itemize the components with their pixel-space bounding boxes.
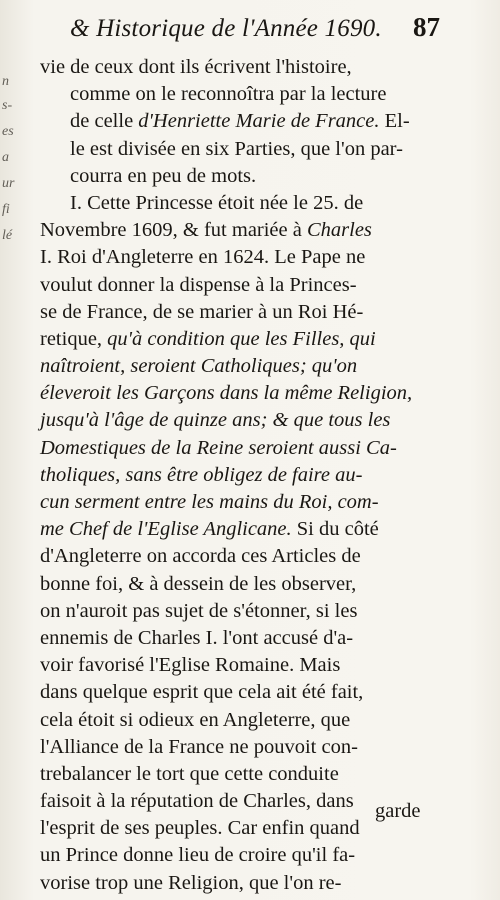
italic-text-segment: Domestiques de la Reine seroient aussi Ca- xyxy=(40,436,397,459)
margin-fragment: n xyxy=(2,74,9,89)
text-segment: un Prince donne lieu de croire qu'il fa- xyxy=(40,844,356,867)
text-segment: le est divisée en six Parties, que l'on par- xyxy=(70,137,403,160)
text-line xyxy=(40,190,445,217)
text-segment: vie de ceux dont ils écrivent l'histoire, xyxy=(40,56,352,78)
text-line xyxy=(40,761,445,788)
text-line xyxy=(40,571,445,598)
text-line xyxy=(40,543,445,570)
text-line xyxy=(40,353,445,380)
text-segment: courra en peu de mots. xyxy=(70,164,257,187)
text-line xyxy=(40,217,445,244)
text-segment: on n'auroit pas sujet de s'étonner, si les xyxy=(40,599,358,622)
margin-fragment: a xyxy=(2,150,9,165)
text-segment: de celle xyxy=(70,110,139,133)
text-line xyxy=(40,299,445,326)
text-segment: ennemis de Charles I. l'ont accusé d'a- xyxy=(40,626,354,649)
italic-text-segment: qu'à condition que les Filles, qui xyxy=(107,327,376,350)
text-line xyxy=(40,489,445,516)
text-line xyxy=(40,707,445,734)
text-segment: l'Alliance de la France ne pouvoit con- xyxy=(40,735,358,758)
text-line xyxy=(40,870,445,897)
text-segment: se de France, de se marier à un Roi Hé- xyxy=(40,300,364,323)
text-line xyxy=(40,163,445,190)
text-segment: voir favorisé l'Eglise Romaine. Mais xyxy=(40,654,341,677)
text-line xyxy=(40,380,445,407)
text-line xyxy=(40,136,445,163)
text-line xyxy=(40,54,445,81)
body-text xyxy=(40,54,445,897)
text-segment: l'esprit de ses peuples. Car enfin quand xyxy=(40,817,360,840)
text-line xyxy=(40,272,445,299)
text-segment: retique, xyxy=(40,327,108,350)
text-line xyxy=(40,679,445,706)
italic-text-segment: naîtroient, seroient Catholiques; qu'on xyxy=(40,355,358,378)
text-line xyxy=(40,734,445,761)
text-segment: bonne foi, & à dessein de les observer, xyxy=(40,572,357,595)
text-line xyxy=(40,598,445,625)
text-segment: I. Roi d'Angleterre en 1624. Le Pape ne xyxy=(40,246,366,269)
text-line xyxy=(40,842,445,869)
text-segment: Novembre 1609, & fut mariée à xyxy=(40,219,307,242)
text-segment: El- xyxy=(379,110,410,133)
italic-text-segment: cun serment entre les mains du Roi, com- xyxy=(40,491,379,513)
text-segment: I. Cette Princesse étoit née le 25. de xyxy=(70,191,364,214)
text-segment: Si du côté xyxy=(291,518,379,541)
margin-fragment: s- xyxy=(2,98,13,113)
text-segment: d'Angleterre on accorda ces Articles de xyxy=(40,545,361,568)
margin-fragment: ur xyxy=(2,176,15,191)
italic-text-segment: me Chef de l'Eglise Anglicane. xyxy=(40,518,292,541)
running-head: & Historique de l'Année 1690. xyxy=(70,15,382,42)
text-line xyxy=(40,652,445,679)
page-number: 87 xyxy=(413,12,440,42)
text-line xyxy=(40,462,445,489)
page-header xyxy=(70,12,440,52)
text-line xyxy=(40,435,445,462)
text-line xyxy=(40,516,445,543)
text-segment: dans quelque esprit que cela ait été fait, xyxy=(40,681,364,704)
text-segment: cela étoit si odieux en Angleterre, que xyxy=(40,708,351,731)
margin-fragment: lé xyxy=(2,228,13,243)
margin-fragment: fi xyxy=(2,202,10,217)
italic-text-segment: tholiques, sans être obligez de faire au- xyxy=(40,463,363,486)
italic-text-segment: Charles xyxy=(306,219,372,242)
text-segment: trebalancer le tort que cette conduite xyxy=(40,762,339,785)
text-line xyxy=(40,326,445,353)
margin-fragment: es xyxy=(2,124,14,139)
text-line xyxy=(40,244,445,271)
left-margin-bleed xyxy=(0,70,28,590)
text-line xyxy=(40,108,445,135)
italic-text-segment: jusqu'à l'âge de quinze ans; & que tous les xyxy=(40,409,391,432)
text-segment: faisoit à la réputation de Charles, dans xyxy=(40,790,354,813)
text-segment: comme on le reconnoîtra par la lecture xyxy=(70,83,387,106)
text-segment: voulut donner la dispense à la Princes- xyxy=(40,273,357,296)
text-line xyxy=(40,407,445,434)
catchword: garde xyxy=(375,800,421,822)
italic-text-segment: d'Henriette Marie de France. xyxy=(138,110,380,133)
italic-text-segment: éleveroit les Garçons dans la même Religion, xyxy=(40,382,413,405)
text-line xyxy=(40,625,445,652)
text-line xyxy=(40,81,445,108)
text-segment: vorise trop une Religion, que l'on re- xyxy=(40,871,342,894)
